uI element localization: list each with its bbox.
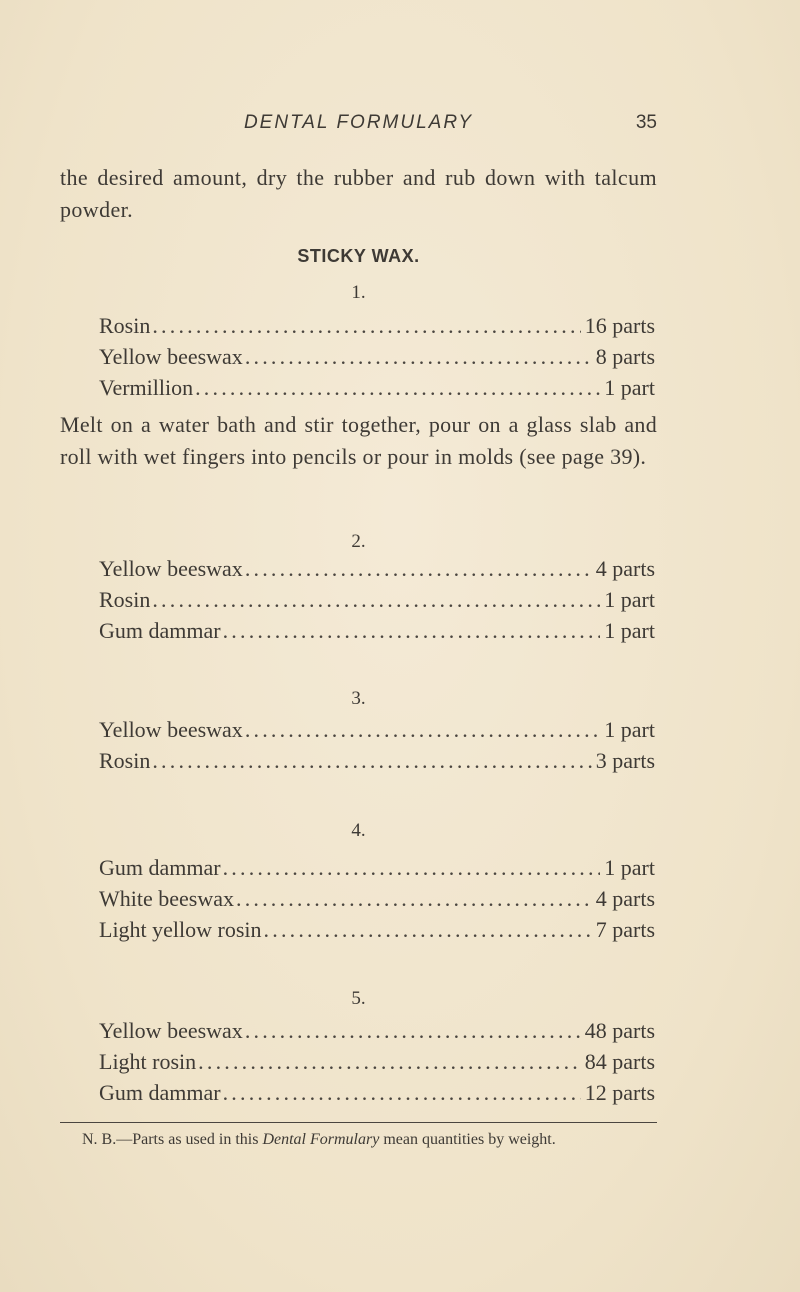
footnote-prefix: N. B.—Parts as used in this [82,1131,259,1148]
ingredient-quantity: 1 part [604,855,655,880]
ingredient-row [99,344,655,374]
ingredient-quantity: 1 part [604,717,655,742]
ingredient-quantity: 4 parts [595,886,655,911]
ingredient-name: Vermillion [99,375,194,400]
ingredient-quantity: 84 parts [584,1049,655,1074]
ingredient-name: Yellow beeswax [99,1018,243,1043]
dot-leader [236,886,592,912]
dot-leader [195,375,600,401]
dot-leader [245,344,592,370]
ingredient-row [99,748,655,778]
ingredient-quantity: 12 parts [584,1080,655,1105]
formula-number: 2. [351,531,366,552]
ingredient-row [99,313,655,343]
ingredient-row [99,556,655,586]
ingredient-name: Gum dammar [99,1080,221,1105]
ingredient-name: Gum dammar [99,618,221,643]
dot-leader [223,1080,581,1106]
dot-leader [264,917,592,943]
footnote-divider [60,1122,657,1123]
ingredient-quantity: 16 parts [584,313,655,338]
ingredient-name: Rosin [99,587,151,612]
ingredient-row [99,1049,655,1079]
ingredient-row [99,375,655,405]
ingredient-name: Rosin [99,313,151,338]
intro-paragraph: the desired amount, dry the rubber and rub down with talcum powder. [60,165,657,222]
ingredient-row [99,1080,655,1110]
ingredient-row [99,717,655,747]
dot-leader [198,1049,581,1075]
ingredient-name: Light yellow rosin [99,917,262,942]
dot-leader [152,313,580,339]
dot-leader [223,618,601,644]
ingredient-name: Gum dammar [99,855,221,880]
dot-leader [245,717,600,743]
dot-leader [223,855,601,881]
ingredient-quantity: 1 part [604,587,655,612]
instructions-paragraph: Melt on a water bath and stir together, pour on a glass slab and roll with wet fingers into pencils or pour in molds (see page 39). [60,412,657,469]
ingredient-row [99,886,655,916]
dot-leader [152,748,591,774]
footnote-italic-title: Dental Formulary [262,1131,380,1148]
formula-number: 4. [351,820,366,841]
ingredient-name: Yellow beeswax [99,556,243,581]
formula-number: 3. [351,688,366,709]
running-title: DENTAL FORMULARY [243,112,474,133]
ingredient-quantity: 3 parts [595,748,655,773]
dot-leader [152,587,600,613]
ingredient-quantity: 8 parts [595,344,655,369]
formula-number: 5. [351,988,366,1009]
ingredient-name: Yellow beeswax [99,717,243,742]
ingredient-name: Rosin [99,748,151,773]
footnote-suffix: mean quantities by weight. [383,1131,556,1148]
dot-leader [245,1018,581,1044]
ingredient-row [99,618,655,648]
ingredient-quantity: 7 parts [595,917,655,942]
ingredient-quantity: 48 parts [584,1018,655,1043]
ingredient-name: Light rosin [99,1049,197,1074]
ingredient-row [99,587,655,617]
section-title: STICKY WAX. [297,246,420,266]
ingredient-quantity: 1 part [604,618,655,643]
ingredient-name: White beeswax [99,886,234,911]
ingredient-row [99,1018,655,1048]
ingredient-name: Yellow beeswax [99,344,243,369]
page-number: 35 [635,112,657,133]
ingredient-quantity: 1 part [604,375,655,400]
ingredient-row [99,855,655,885]
dot-leader [245,556,592,582]
formula-number: 1. [351,282,366,303]
footnote [60,1130,657,1150]
ingredient-quantity: 4 parts [595,556,655,581]
ingredient-row [99,917,655,947]
running-head [60,112,657,134]
